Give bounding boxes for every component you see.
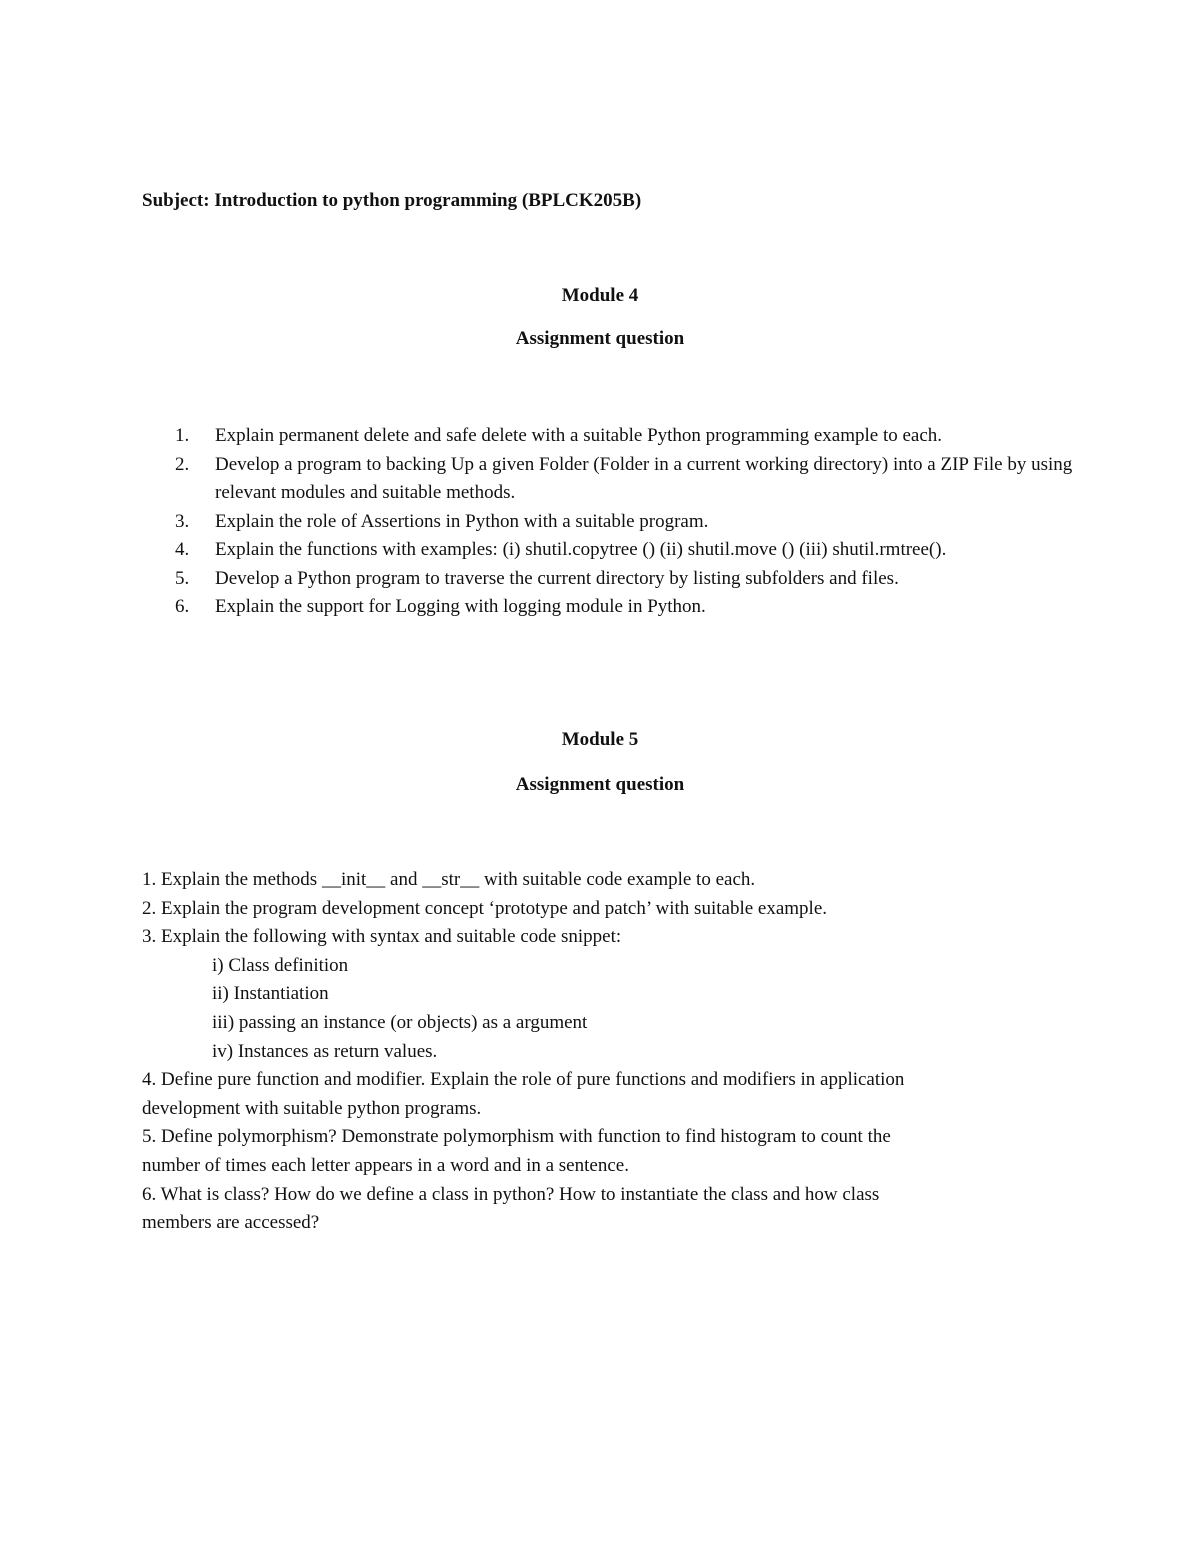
list-item: members are accessed?	[142, 1212, 320, 1234]
list-item: 4. Define pure function and modifier. Explain the role of pure functions and modifiers in application	[142, 1069, 905, 1091]
list-item: 5. Define polymorphism? Demonstrate polymorphism with function to find histogram to count the	[142, 1126, 891, 1148]
question-number: 5.	[175, 567, 190, 589]
sub-list-item: iv) Instances as return values.	[212, 1040, 438, 1062]
list-item: number of times each letter appears in a word and in a sentence.	[142, 1154, 629, 1176]
list-item	[175, 451, 1075, 508]
list-item	[175, 536, 1075, 565]
question-number: 6.	[175, 596, 190, 617]
question-text: Explain the role of Assertions in Python with a suitable program.	[215, 510, 709, 532]
module-5-question-list	[142, 866, 1042, 1238]
question-number: 2.	[175, 453, 190, 475]
sub-list-item: i) Class definition	[212, 954, 349, 976]
list-item	[175, 565, 1075, 594]
module-4-subtitle: Assignment question	[515, 328, 685, 349]
list-item	[175, 508, 1075, 537]
list-item	[175, 422, 1075, 451]
question-number: 3.	[175, 510, 190, 532]
question-text: Develop a Python program to traverse the current directory by listing subfolders and files.	[215, 567, 899, 589]
list-item	[175, 593, 1075, 622]
list-item: 2. Explain the program development concept ‘prototype and patch’ with suitable example.	[142, 897, 828, 919]
sub-list-item: ii) Instantiation	[212, 983, 329, 1005]
question-text: Develop a program to backing Up a given Folder (Folder in a current working directory) into a ZIP File by using relevant modules and suitable methods.	[215, 453, 1073, 503]
module-4-question-list	[175, 422, 1075, 622]
list-item: 1. Explain the methods __init__ and __str__ with suitable code example to each.	[142, 869, 756, 890]
subject-heading: Subject: Introduction to python programming (BPLCK205B)	[142, 190, 642, 211]
list-item: 3. Explain the following with syntax and suitable code snippet:	[142, 926, 622, 948]
module-4-title: Module 4	[561, 285, 639, 306]
question-number: 4.	[175, 539, 190, 560]
question-number: 1.	[175, 425, 190, 446]
question-text: Explain the functions with examples: (i) shutil.copytree () (ii) shutil.move () (iii) shutil.rmtree().	[215, 539, 947, 560]
sub-list-item: iii) passing an instance (or objects) as a argument	[212, 1011, 588, 1033]
question-text: Explain permanent delete and safe delete with a suitable Python programming example to each.	[215, 425, 943, 446]
question-text: Explain the support for Logging with logging module in Python.	[215, 596, 706, 617]
list-item: development with suitable python programs.	[142, 1097, 482, 1119]
module-5-subtitle: Assignment question	[515, 774, 685, 795]
list-item: 6. What is class? How do we define a class in python? How to instantiate the class and how class	[142, 1183, 880, 1205]
module-5-title: Module 5	[561, 729, 639, 750]
